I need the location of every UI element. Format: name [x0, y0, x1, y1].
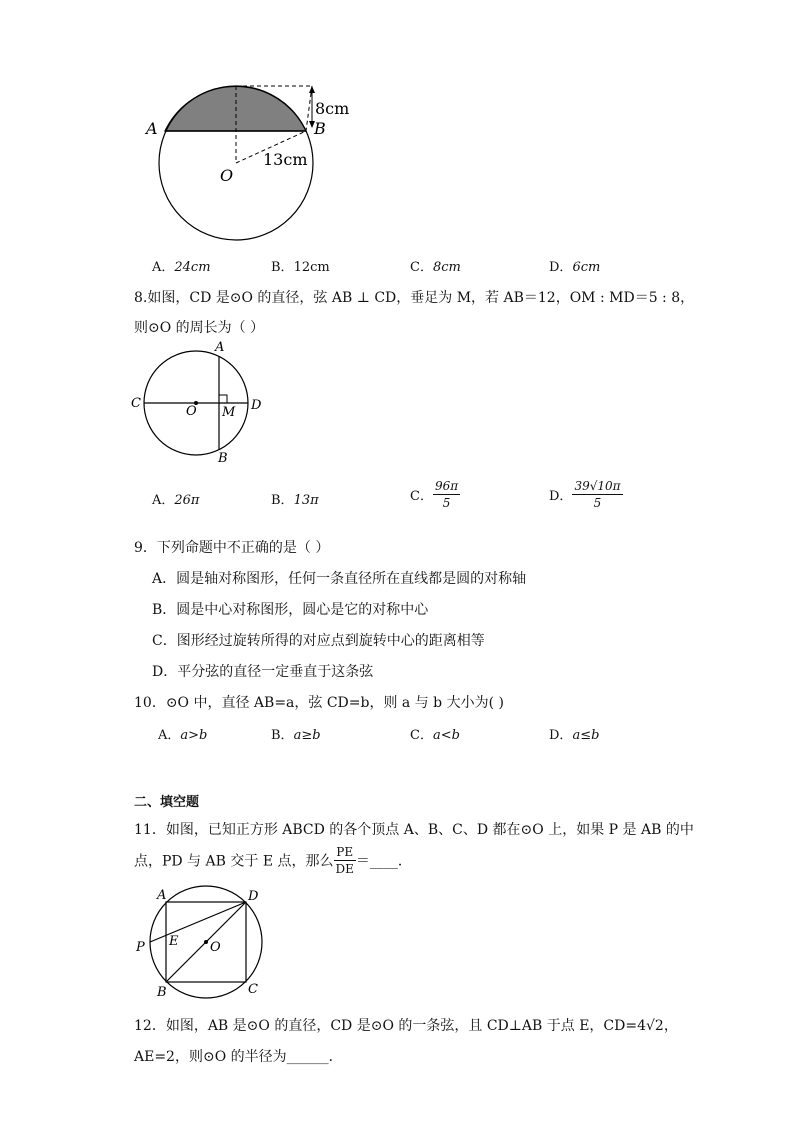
svg-text:B: B — [157, 985, 167, 1000]
svg-text:B: B — [218, 451, 228, 466]
q7-option-b[interactable]: B．12cm — [271, 260, 330, 275]
q10-option-a[interactable]: A．a>b — [158, 728, 208, 743]
q10-option-c[interactable]: C．a<b — [410, 728, 460, 743]
q9-option-b[interactable]: B．圆是中心对称图形，圆心是它的对称中心 — [152, 602, 429, 618]
q8-option-c[interactable]: C． $\frac{96\pi}{5}$ — [410, 479, 459, 510]
figure-q7-circle-segment — [140, 78, 360, 243]
label-height: 8cm — [315, 99, 350, 118]
q12-stem-line1: 12．如图，AB 是⊙O 的直径，CD 是⊙O 的一条弦，且 CD⊥AB 于点 E，CD=4√2， — [134, 1018, 678, 1034]
q8-option-b[interactable]: B．13π — [271, 493, 319, 508]
q9-option-a[interactable]: A．圆是轴对称图形，任何一条直径所在直线都是圆的对称轴 — [152, 571, 527, 587]
q10-option-b[interactable]: B．a≥b — [271, 728, 321, 743]
q7-option-a[interactable]: A．24cm — [152, 260, 211, 275]
q10-option-d[interactable]: D．a≤b — [549, 728, 600, 743]
svg-text:M: M — [222, 405, 236, 420]
fraction-pe-de: $\frac{PE}{DE}$ — [335, 845, 354, 876]
figure-q11-square-in-circle — [132, 883, 272, 1003]
q8-option-a[interactable]: A．26π — [152, 493, 200, 508]
svg-text:D: D — [248, 889, 259, 904]
svg-text:E: E — [169, 934, 179, 949]
q7-option-d[interactable]: D．6cm — [549, 260, 601, 275]
q8-stem-line1: 8.如图，CD 是⊙O 的直径，弦 AB ⊥ CD，垂足为 M，若 AB＝12，OM : MD＝5 : 8， — [134, 290, 695, 306]
q8-stem-line2: 则⊙O 的周长为（ ） — [134, 320, 265, 336]
svg-text:A: A — [157, 888, 167, 903]
figure-q8-circle — [128, 337, 268, 467]
svg-text:P: P — [136, 940, 145, 955]
svg-text:C: C — [131, 396, 141, 411]
q10-stem: 10．⊙O 中，直径 AB=a，弦 CD=b，则 a 与 b 大小为( ) — [134, 695, 504, 711]
svg-text:O: O — [186, 404, 197, 419]
label-a: A — [146, 119, 158, 138]
q9-option-c[interactable]: C．图形经过旋转所得的对应点到旋转中心的距离相等 — [152, 633, 485, 649]
svg-text:A: A — [215, 340, 225, 355]
q9-option-d[interactable]: D．平分弦的直径一定垂直于这条弦 — [152, 664, 374, 680]
q11-stem-line1: 11．如图，已知正方形 ABCD 的各个顶点 A、B、C、D 都在⊙O 上，如果 P 是 AB 的中 — [134, 822, 694, 838]
q7-option-c[interactable]: C．8cm — [410, 260, 461, 275]
q9-stem: 9．下列命题中不正确的是（ ） — [134, 540, 330, 556]
svg-text:D: D — [251, 398, 262, 413]
label-b: B — [314, 119, 326, 138]
svg-text:C: C — [248, 982, 258, 997]
svg-text:O: O — [210, 940, 221, 955]
q8-option-d[interactable]: D． $\frac{39√10\pi}{5}$ — [549, 479, 621, 510]
label-o: O — [220, 166, 234, 185]
q11-stem-line2: 点，PD 与 AB 交于 E 点，那么 $\frac{PE}{DE}$ ＝____． — [134, 845, 412, 876]
label-radius: 13cm — [263, 150, 308, 169]
q12-stem-line2: AE=2，则⊙O 的半径为______． — [134, 1049, 343, 1065]
section-title-fill-in: 二、填空题 — [134, 795, 200, 810]
